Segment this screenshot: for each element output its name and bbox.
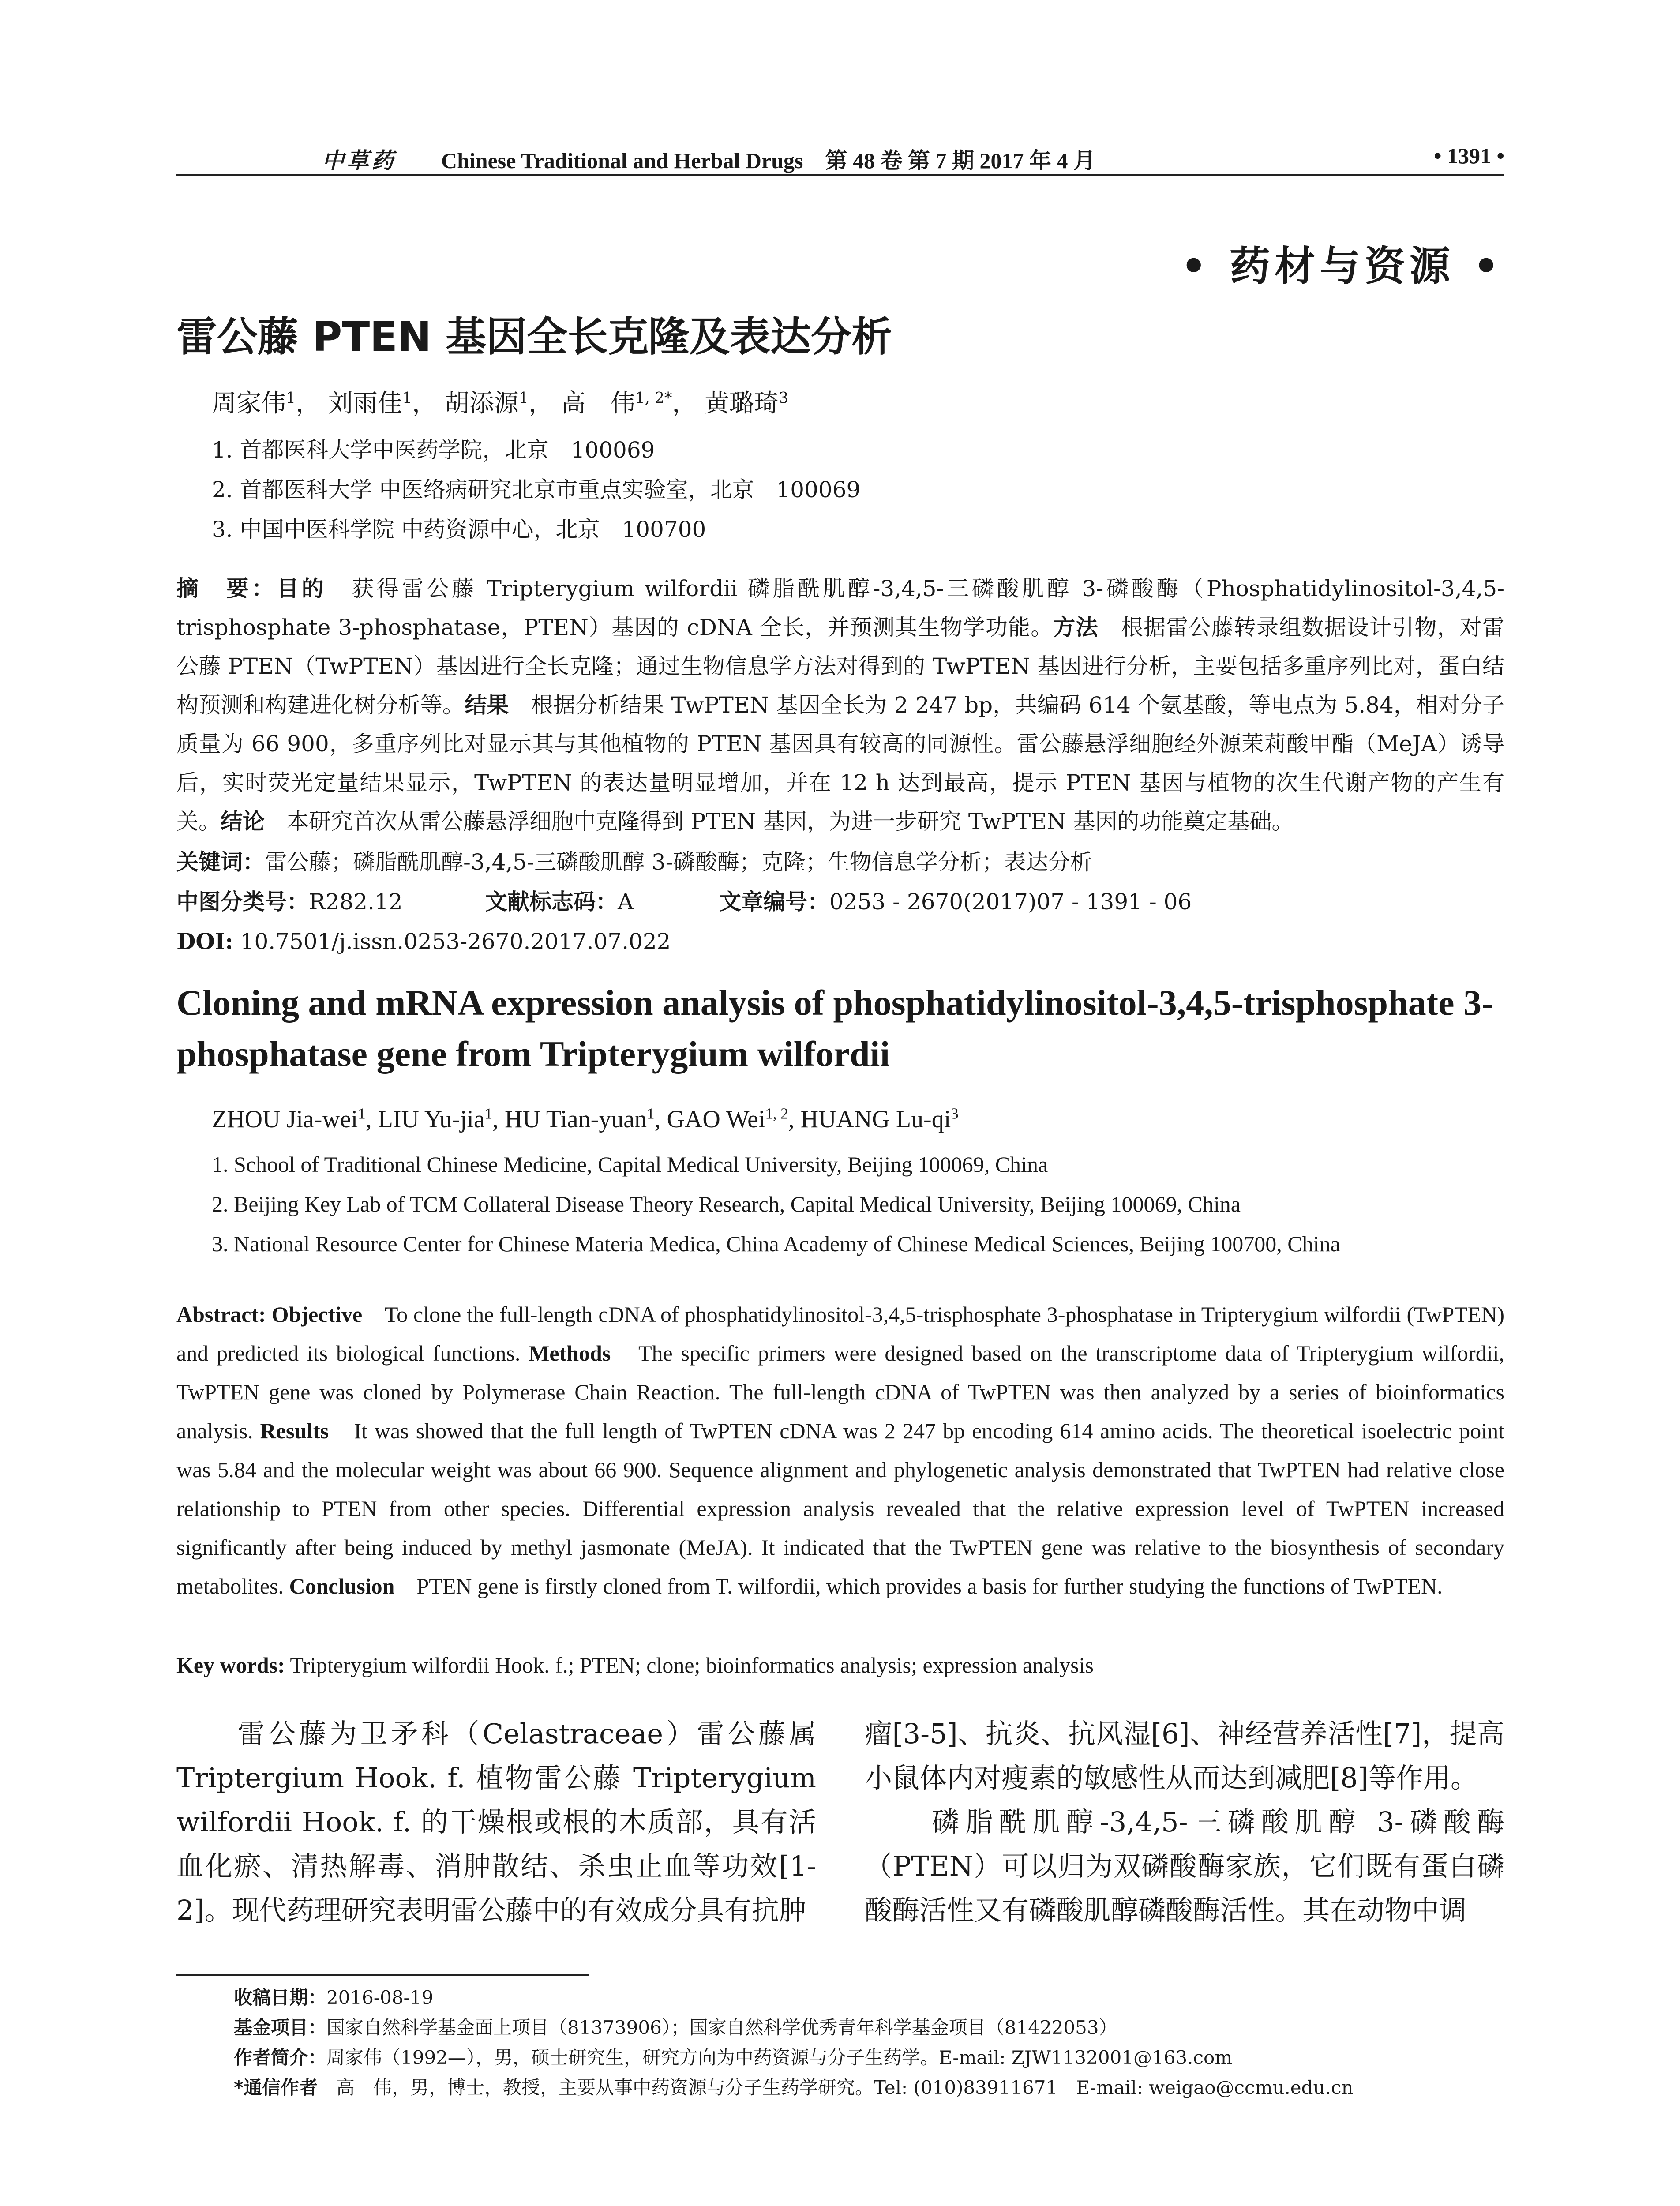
chinese-title: 雷公藤 PTEN 基因全长克隆及表达分析 — [176, 313, 892, 360]
author-affiliation-mark: 1 — [647, 1105, 655, 1122]
footnote-text: 周家伟（1992—），男，硕士研究生，研究方向为中药资源与分子生药学。E-mail: ZJW1132001@163.com — [326, 2047, 1233, 2068]
author-affiliation-mark: 1 — [358, 1105, 366, 1122]
author-affiliation-mark: 1 — [286, 389, 296, 407]
author-affiliation-mark: 3 — [951, 1105, 959, 1122]
methods-label: Methods — [529, 1341, 611, 1366]
footnote-corresponding — [234, 2073, 1354, 2100]
author-affiliation-mark: 1, 2 — [765, 1105, 788, 1122]
page-number: • 1391 • — [1433, 143, 1504, 168]
author-affiliation-mark: 1 — [484, 1105, 493, 1122]
english-title — [176, 977, 1504, 1080]
results-label: Results — [260, 1418, 329, 1443]
keywords-text: Tripterygium wilfordii Hook. f.; PTEN; clone; bioinformatics analysis; expression analysis — [285, 1653, 1094, 1677]
doi-label: DOI: — [176, 928, 233, 954]
author-separator: ， — [528, 389, 553, 418]
author-name: HUANG Lu-qi — [800, 1106, 951, 1133]
author-affiliation-mark: 1 — [518, 389, 529, 407]
chinese-keywords — [176, 843, 1504, 882]
methods-text: The specific primers were designed based on the transcriptome data of Tripterygium wilfordii, TwPTEN gene was cloned by Polymerase Chain Reaction. The full-length cDNA of TwPTEN was then analyzed by a series of bioinformatics analysis. — [176, 1341, 1504, 1443]
english-abstract — [176, 1295, 1504, 1606]
author-separator: , — [492, 1106, 505, 1133]
footnote-label: 收稿日期： — [234, 1987, 327, 2008]
english-authors — [212, 1105, 959, 1133]
objective-text: To clone the full-length cDNA of phosphatidylinositol-3,4,5-trisphosphate 3-phosphatase in Tripterygium wilfordii (TwPTEN) and predicted its biological functions. — [176, 1302, 1504, 1366]
author-name: ZHOU Jia-wei — [212, 1106, 358, 1133]
conclusion-label: 结论 — [221, 809, 265, 834]
author-affiliation-mark: 3 — [779, 389, 789, 407]
footnote-text: 高 伟，男，博士，教授，主要从事中药资源与分子生药学研究。Tel: (010)83911671 E-mail: weigao@ccmu.edu.cn — [317, 2077, 1354, 2098]
chinese-authors — [212, 384, 788, 419]
doc-code-label: 文献标志码： — [485, 889, 618, 915]
author-name: 刘雨佳 — [328, 389, 402, 418]
conclusion-text: PTEN gene is firstly cloned from T. wilfordii, which provides a basis for further studying the functions of TwPTEN. — [394, 1574, 1443, 1598]
footnote-received — [234, 1983, 433, 2010]
running-header — [176, 141, 1504, 173]
results-text: 根据分析结果 TwPTEN 基因全长为 2 247 bp，共编码 614 个氨基酸，等电点为 5.84，相对分子质量为 66 900，多重序列比对显示其与其他植物的 PTEN 基因具有较高的同源性。雷公藤悬浮细胞经外源茉莉酸甲酯（MeJA）诱导后，实时荧光定量结果显示，TwPTEN 的表达量明显增加，并在 12 h 达到最高，提示 PTEN 基因与植物的次生代谢产物的产生有关。 — [176, 692, 1505, 834]
abstract-label: Abstract: — [176, 1302, 266, 1327]
author-name: 胡添源 — [444, 389, 519, 418]
objective-label: Objective — [271, 1302, 363, 1327]
english-title-text: Cloning and mRNA expression analysis of phosphatidylinositol-3,4,5-trisphosphate 3-phosphatase gene from Tripterygium wilfordii — [176, 983, 1494, 1074]
footnote-author-bio — [234, 2043, 1232, 2070]
conclusion-text: 本研究首次从雷公藤悬浮细胞中克隆得到 PTEN 基因，为进一步研究 TwPTEN 基因的功能奠定基础。 — [265, 809, 1294, 834]
body-column-left — [176, 1712, 816, 1932]
author-affiliation-mark: 1, 2* — [635, 389, 672, 407]
author-name: 高 伟 — [561, 389, 635, 418]
author-separator: ， — [672, 389, 697, 418]
journal-logo: 中草药 — [322, 148, 396, 173]
article-no-label: 文章编号： — [719, 889, 829, 915]
objective-text: 获得雷公藤 Tripterygium wilfordii 磷脂酰肌醇-3,4,5-三磷酸肌醇 3-磷酸酶（Phosphatidylinositol-3,4,5-trisphosphate 3-phosphatase，PTEN）基因的 cDNA 全长，并预测其生物学功能。 — [176, 576, 1505, 640]
footnote-label: 作者简介： — [234, 2047, 327, 2068]
author-name: 黄璐琦 — [705, 389, 779, 418]
author-name: GAO Wei — [667, 1106, 765, 1133]
footnote-rule — [176, 1974, 589, 1976]
article-metadata-line — [176, 882, 1504, 921]
english-affiliation-3: 3. National Resource Center for Chinese Materia Medica, China Academy of Chinese Medical Sciences, Beijing 100700, China — [212, 1231, 1340, 1256]
chinese-affiliation-2: 2. 首都医科大学 中医络病研究北京市重点实验室，北京 100069 — [212, 477, 861, 503]
keywords-text: 雷公藤；磷脂酰肌醇-3,4,5-三磷酸肌醇 3-磷酸酶；克隆；生物信息学分析；表达分析 — [265, 849, 1092, 875]
conclusion-label: Conclusion — [289, 1574, 395, 1598]
objective-label: 目的 — [276, 576, 327, 601]
results-text: It was showed that the full length of TwPTEN cDNA was 2 247 bp encoding 614 amino acids. The theoretical isoelectric point was 5.84 and the molecular weight was about 66 900. Sequence alignment and phylogenetic analysis demonstrated that TwPTEN had relative close relationship to PTEN from other species. Differential expression analysis revealed that the relative expression level of TwPTEN increased significantly after being induced by methyl jasmonate (MeJA). It indicated that the TwPTEN gene was relative to the biosynthesis of secondary metabolites. — [176, 1418, 1505, 1598]
chinese-affiliation-3: 3. 中国中医科学院 中药资源中心，北京 100700 — [212, 517, 706, 542]
author-separator: , — [654, 1106, 667, 1133]
body-paragraph: 雷公藤为卫矛科（Celastraceae）雷公藤属 Triptergium Hook. f. 植物雷公藤 Tripterygium wilfordii Hook. f. 的干燥根或根的木质部，具有活血化瘀、清热解毒、消肿散结、杀虫止血等功效[1-2]。现代药理研究表明雷公藤中的有效成分具有抗肿 — [176, 1718, 816, 1926]
footnote-text: 2016-08-19 — [326, 1987, 434, 2008]
journal-issue-line: Chinese Traditional and Herbal Drugs 第 48 卷 第 7 期 2017 年 4 月 — [441, 148, 1095, 173]
abstract-label: 摘 要： — [176, 576, 277, 601]
keywords-label: 关键词： — [176, 849, 265, 875]
results-label: 结果 — [465, 692, 509, 718]
body-paragraph: 瘤[3-5]、抗炎、抗风湿[6]、神经营养活性[7]，提高小鼠体内对瘦素的敏感性从而达到减肥[8]等作用。 — [865, 1718, 1504, 1794]
author-separator: , — [365, 1106, 378, 1133]
clc-value: R282.12 — [309, 889, 403, 915]
author-name: LIU Yu-jia — [378, 1106, 485, 1133]
doi-value: 10.7501/j.issn.0253-2670.2017.07.022 — [233, 929, 671, 954]
author-separator: ， — [412, 389, 437, 418]
body-column-right — [865, 1712, 1504, 1932]
section-label: • 药材与资源 • — [1181, 242, 1504, 290]
english-affiliation-2: 2. Beijing Key Lab of TCM Collateral Disease Theory Research, Capital Medical University, Beijing 100069, China — [212, 1192, 1241, 1216]
article-no-value: 0253 - 2670(2017)07 - 1391 - 06 — [829, 889, 1192, 915]
english-keywords — [176, 1646, 1504, 1685]
footnote-label: 基金项目： — [234, 2017, 327, 2038]
footnote-funding — [234, 2013, 1118, 2040]
author-name: HU Tian-yuan — [505, 1106, 647, 1133]
methods-label: 方法 — [1053, 615, 1099, 640]
author-affiliation-mark: 1 — [402, 389, 412, 407]
chinese-abstract — [176, 569, 1504, 841]
author-separator: ， — [296, 389, 321, 418]
author-separator: , — [788, 1106, 801, 1133]
doi-line — [176, 922, 1504, 961]
chinese-affiliation-1: 1. 首都医科大学中医药学院，北京 100069 — [212, 437, 655, 463]
english-affiliation-1: 1. School of Traditional Chinese Medicine, Capital Medical University, Beijing 100069, China — [212, 1152, 1048, 1177]
methods-text: 根据雷公藤转录组数据设计引物，对雷公藤 PTEN（TwPTEN）基因进行全长克隆；通过生物信息学方法对得到的 TwPTEN 基因进行分析，主要包括多重序列比对，蛋白结构预测和构建进化树分析等。 — [176, 615, 1504, 718]
doc-code-value: A — [618, 889, 634, 915]
author-name: 周家伟 — [212, 389, 286, 418]
header-rule — [176, 174, 1504, 176]
footnote-label: *通信作者 — [234, 2077, 318, 2098]
footnote-text: 国家自然科学基金面上项目（81373906）；国家自然科学优秀青年科学基金项目（81422053） — [326, 2017, 1118, 2038]
body-paragraph: 磷脂酰肌醇-3,4,5-三磷酸肌醇 3-磷酸酶（PTEN）可以归为双磷酸酶家族，它们既有蛋白磷酸酶活性又有磷酸肌醇磷酸酶活性。其在动物中调 — [865, 1806, 1504, 1926]
clc-label: 中图分类号： — [176, 889, 309, 915]
keywords-label: Key words: — [176, 1653, 285, 1677]
